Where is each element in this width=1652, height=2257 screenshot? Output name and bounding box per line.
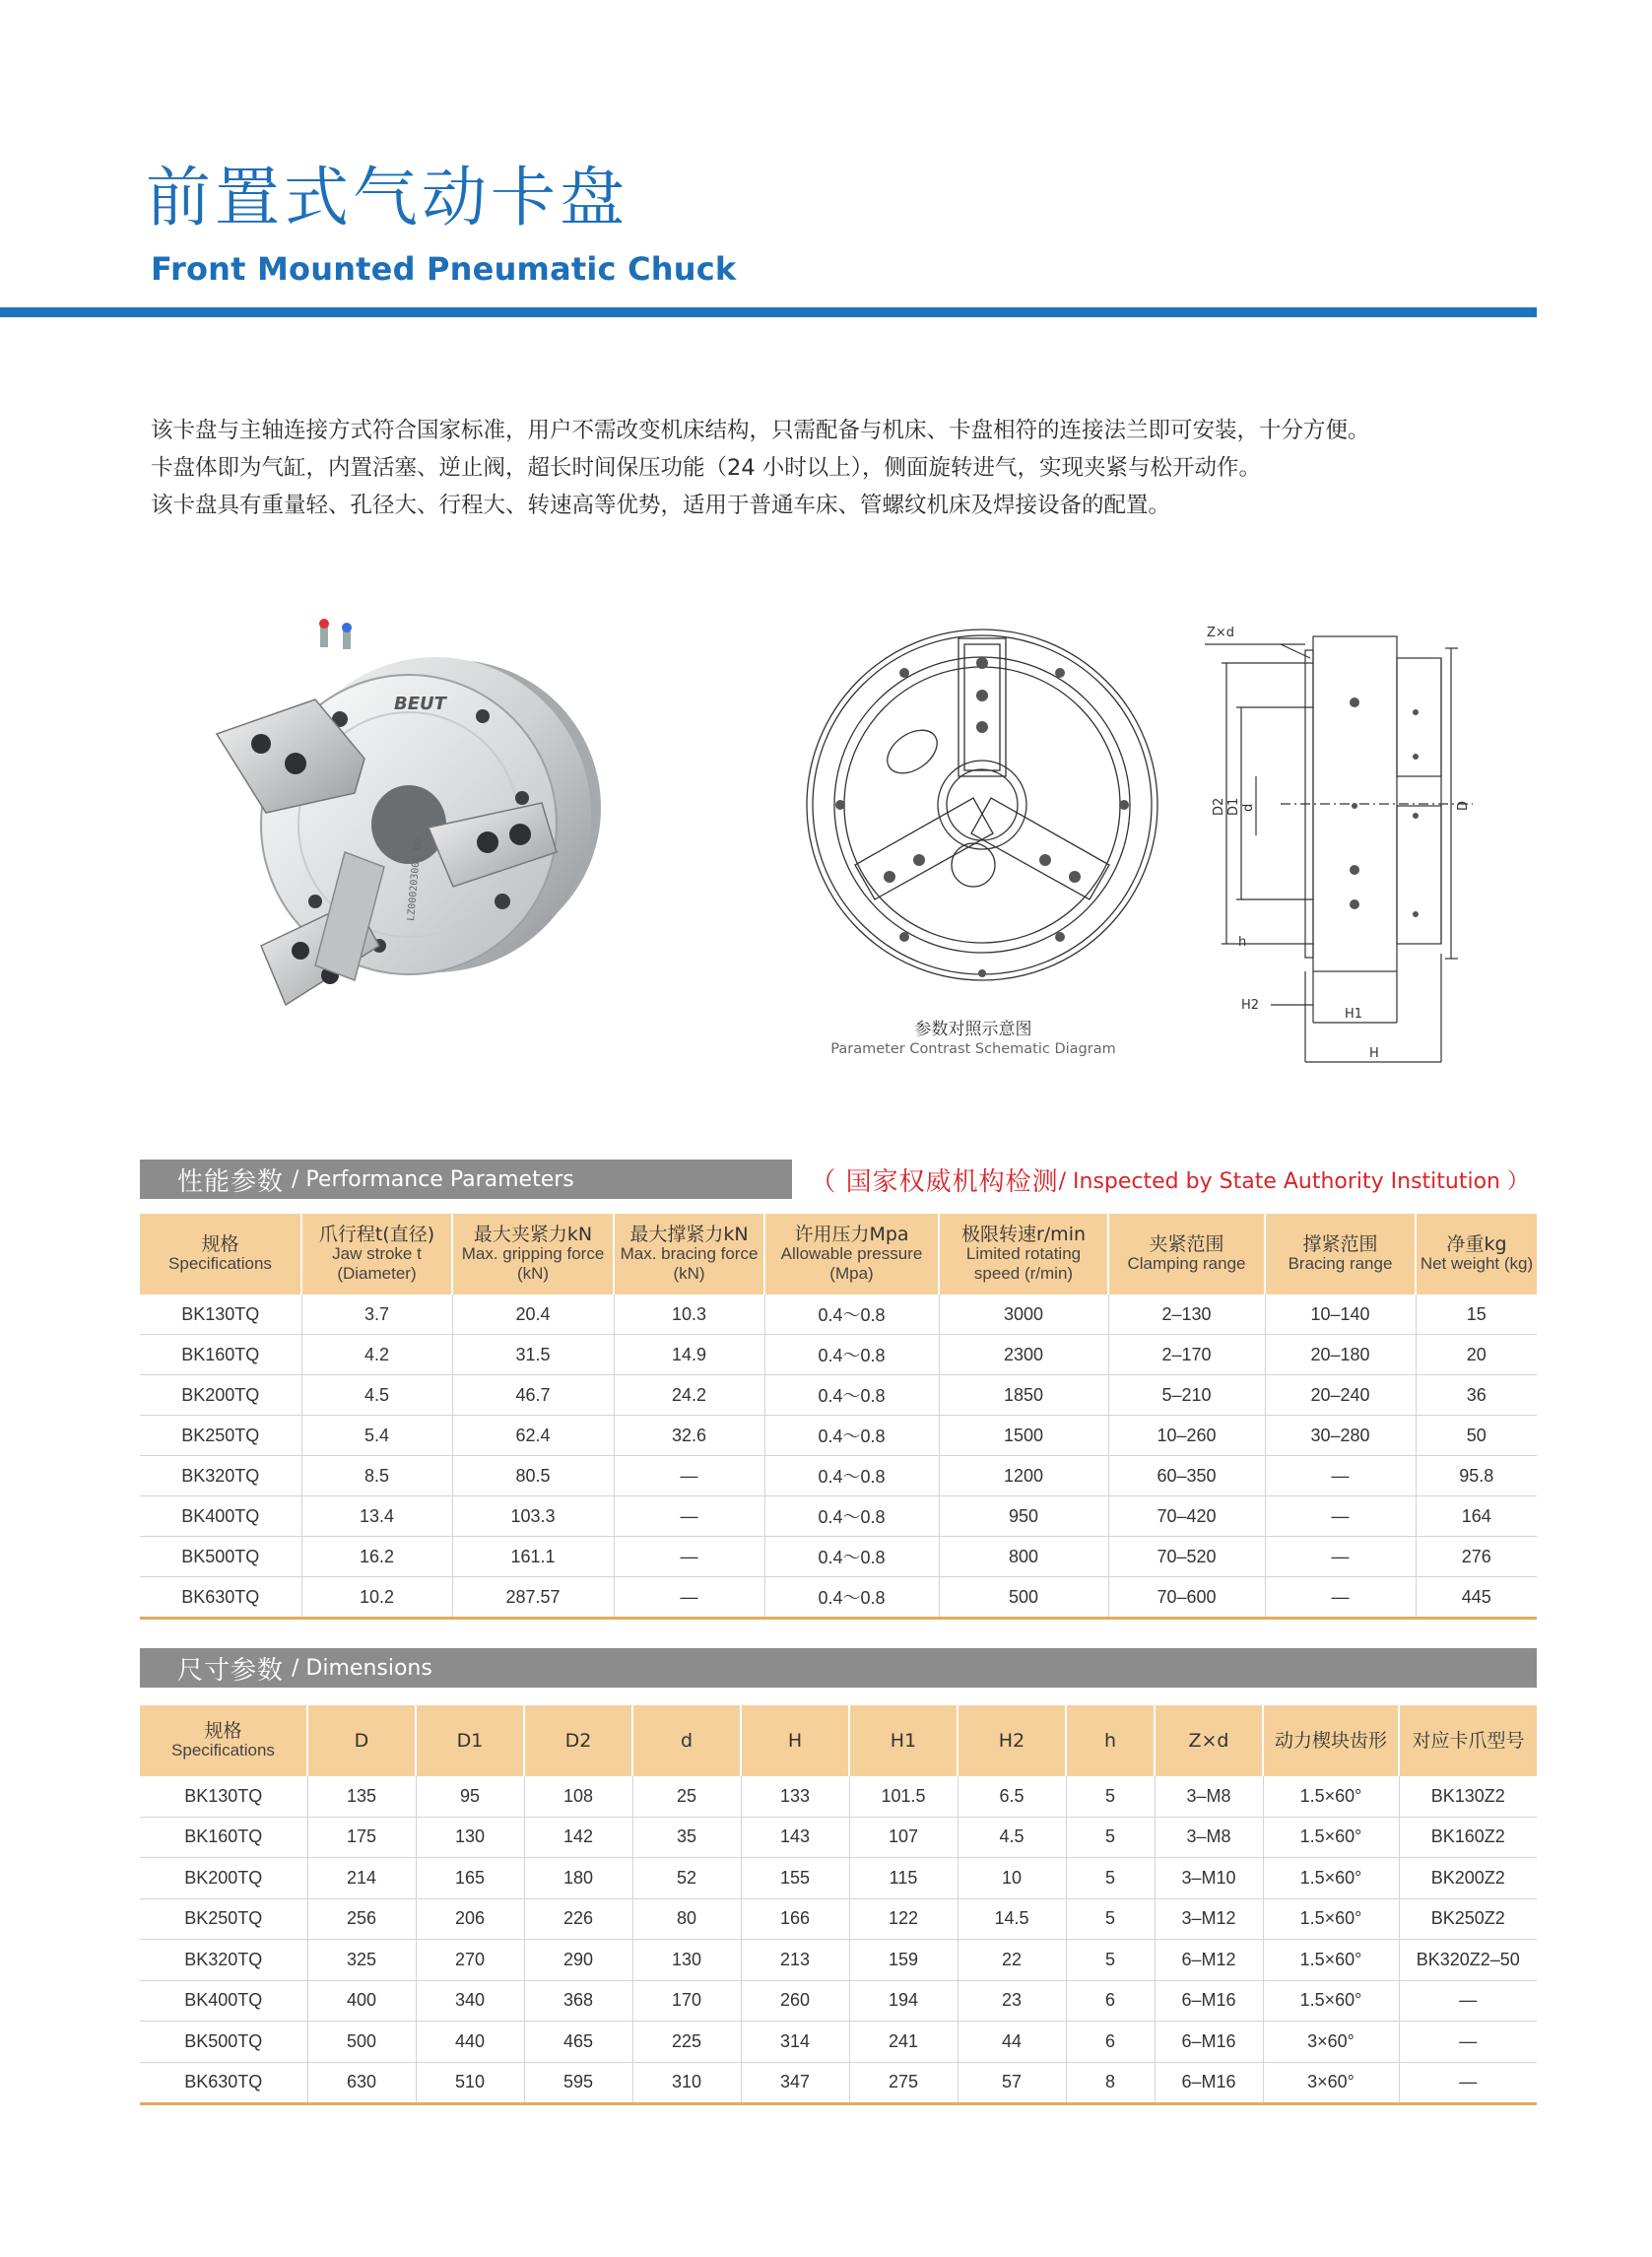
table-cell: 276: [1416, 1537, 1537, 1577]
table-cell: 0.4～0.8: [764, 1416, 939, 1456]
intro-text: [151, 412, 1569, 524]
table-cell: 57: [958, 2062, 1066, 2104]
table-cell: 595: [524, 2062, 632, 2104]
table-cell: 4.5: [301, 1375, 452, 1416]
table-cell: 270: [416, 1940, 524, 1981]
column-header-en: Jaw stroke t (Diameter): [332, 1244, 422, 1283]
table-cell: 3×60°: [1263, 2022, 1399, 2063]
column-header-cn: 规格: [201, 1233, 239, 1255]
table-cell: —: [614, 1537, 764, 1577]
dimensions-column-header: D2: [524, 1705, 632, 1776]
table-row: [140, 1817, 1537, 1858]
table-cell: 130: [416, 1817, 524, 1858]
table-row: [140, 1335, 1537, 1375]
table-cell: 62.4: [452, 1416, 614, 1456]
performance-body: [140, 1294, 1537, 1619]
table-cell: 3000: [939, 1294, 1108, 1335]
table-cell: 2–130: [1108, 1294, 1265, 1335]
table-row: [140, 1416, 1537, 1456]
table-cell: —: [1399, 1980, 1537, 2022]
table-cell: 130: [632, 1940, 741, 1981]
table-cell: 6: [1066, 1980, 1155, 2022]
intro-paragraph: 该卡盘具有重量轻、孔径大、行程大、转速高等优势，适用于普通车床、管螺纹机床及焊接设备的配置。: [151, 493, 1171, 518]
table-cell: 115: [849, 1858, 958, 1899]
table-cell: 36: [1416, 1375, 1537, 1416]
inspection-note-cn: （ 国家权威机构检测: [810, 1166, 1059, 1197]
table-cell: 2300: [939, 1335, 1108, 1375]
column-header-en: Net weight (kg): [1420, 1254, 1534, 1273]
table-cell: 95: [416, 1776, 524, 1817]
performance-column-header: [1108, 1214, 1265, 1294]
table-cell: BK160Z2: [1399, 1817, 1537, 1858]
table-cell: 143: [741, 1817, 849, 1858]
column-header-en: Max. bracing force (kN): [620, 1244, 759, 1283]
table-cell: 46.7: [452, 1375, 614, 1416]
table-row: [140, 1776, 1537, 1817]
model-cell: BK160TQ: [140, 1335, 301, 1375]
table-cell: 950: [939, 1496, 1108, 1537]
table-row: [140, 1456, 1537, 1496]
table-cell: 15: [1416, 1294, 1537, 1335]
table-cell: 24.2: [614, 1375, 764, 1416]
table-cell: 445: [1416, 1577, 1537, 1619]
table-cell: 275: [849, 2062, 958, 2104]
table-cell: —: [614, 1456, 764, 1496]
label-h1: H1: [1345, 1007, 1363, 1022]
table-cell: 10.2: [301, 1577, 452, 1619]
table-cell: 5: [1066, 1817, 1155, 1858]
table-cell: BK200Z2: [1399, 1858, 1537, 1899]
table-cell: 0.4～0.8: [764, 1496, 939, 1537]
table-cell: 1.5×60°: [1263, 1898, 1399, 1940]
side-view-diagram: [1187, 619, 1483, 1072]
column-header-cn: 净重kg: [1446, 1233, 1507, 1255]
table-cell: —: [614, 1577, 764, 1619]
model-cell: BK630TQ: [140, 2062, 307, 2104]
column-header-cn: 极限转速r/min: [960, 1224, 1087, 1245]
dimensions-column-header: h: [1066, 1705, 1155, 1776]
table-cell: 290: [524, 1940, 632, 1981]
table-cell: 241: [849, 2022, 958, 2063]
dimensions-column-header: 对应卡爪型号: [1399, 1705, 1537, 1776]
dimensions-column-header: D: [307, 1705, 416, 1776]
model-cell: BK500TQ: [140, 1537, 301, 1577]
inspection-note: [810, 1160, 1529, 1199]
table-row: [140, 1940, 1537, 1981]
table-cell: 465: [524, 2022, 632, 2063]
table-cell: 5: [1066, 1940, 1155, 1981]
column-header-en: Allowable pressure (Mpa): [780, 1244, 923, 1283]
table-cell: 260: [741, 1980, 849, 2022]
model-cell: BK630TQ: [140, 1577, 301, 1619]
performance-title-en: / Performance Parameters: [292, 1166, 574, 1192]
table-cell: 214: [307, 1858, 416, 1899]
table-cell: 1.5×60°: [1263, 1858, 1399, 1899]
table-cell: 70–420: [1108, 1496, 1265, 1537]
column-header-en: Clamping range: [1127, 1254, 1246, 1273]
table-cell: 340: [416, 1980, 524, 2022]
performance-column-header: [614, 1214, 764, 1294]
dimensions-column-header: H2: [958, 1705, 1066, 1776]
table-cell: 225: [632, 2022, 741, 2063]
model-cell: BK400TQ: [140, 1496, 301, 1537]
table-cell: BK250Z2: [1399, 1898, 1537, 1940]
performance-title-cn: 性能参数: [177, 1166, 285, 1197]
dimensions-title-en: / Dimensions: [292, 1655, 432, 1681]
table-cell: 0.4～0.8: [764, 1294, 939, 1335]
table-cell: 6–M16: [1155, 2062, 1263, 2104]
table-cell: 5: [1066, 1898, 1155, 1940]
table-cell: 23: [958, 1980, 1066, 2022]
column-header-en: Bracing range: [1288, 1254, 1393, 1273]
table-cell: —: [1399, 2062, 1537, 2104]
table-cell: 80.5: [452, 1456, 614, 1496]
table-cell: 206: [416, 1898, 524, 1940]
diagram-caption: [826, 1015, 1121, 1057]
table-cell: 20–180: [1265, 1335, 1416, 1375]
column-header-cn: 许用压力Mpa: [794, 1224, 909, 1245]
table-cell: 1200: [939, 1456, 1108, 1496]
table-cell: 1.5×60°: [1263, 1940, 1399, 1981]
column-header-cn: 撑紧范围: [1302, 1233, 1378, 1255]
table-cell: 16.2: [301, 1537, 452, 1577]
dimensions-column-header: 动力楔块齿形: [1263, 1705, 1399, 1776]
table-cell: 287.57: [452, 1577, 614, 1619]
table-cell: 6–M12: [1155, 1940, 1263, 1981]
dimensions-title-bar: [140, 1648, 1537, 1688]
table-cell: 10–140: [1265, 1294, 1416, 1335]
table-cell: 6: [1066, 2022, 1155, 2063]
table-cell: 25: [632, 1776, 741, 1817]
dimensions-column-header: [140, 1705, 307, 1776]
table-cell: 3–M8: [1155, 1776, 1263, 1817]
dimensions-column-header: H1: [849, 1705, 958, 1776]
table-cell: —: [1265, 1537, 1416, 1577]
dimensions-column-header: Z×d: [1155, 1705, 1263, 1776]
performance-header-row: [140, 1214, 1537, 1294]
table-cell: 213: [741, 1940, 849, 1981]
performance-column-header: [939, 1214, 1108, 1294]
model-cell: BK320TQ: [140, 1940, 307, 1981]
table-cell: 1.5×60°: [1263, 1980, 1399, 2022]
table-cell: 70–520: [1108, 1537, 1265, 1577]
label-d2: D2: [1212, 797, 1226, 816]
table-cell: 1500: [939, 1416, 1108, 1456]
table-cell: 10: [958, 1858, 1066, 1899]
dimensions-column-header: H: [741, 1705, 849, 1776]
dimensions-column-header: D1: [416, 1705, 524, 1776]
table-cell: 368: [524, 1980, 632, 2022]
product-photo: [207, 606, 621, 1020]
performance-section-header: [140, 1160, 1537, 1199]
table-cell: 500: [939, 1577, 1108, 1619]
table-cell: 314: [741, 2022, 849, 2063]
performance-column-header: [452, 1214, 614, 1294]
table-cell: 60–350: [1108, 1456, 1265, 1496]
table-cell: BK320Z2–50: [1399, 1940, 1537, 1981]
table-cell: 310: [632, 2062, 741, 2104]
table-cell: 20.4: [452, 1294, 614, 1335]
table-row: [140, 1577, 1537, 1619]
table-cell: 103.3: [452, 1496, 614, 1537]
table-cell: 510: [416, 2062, 524, 2104]
table-cell: 135: [307, 1776, 416, 1817]
table-cell: 10–260: [1108, 1416, 1265, 1456]
dimensions-header-row: [140, 1705, 1537, 1776]
dimensions-table: [140, 1705, 1537, 2105]
table-row: [140, 1496, 1537, 1537]
table-cell: 325: [307, 1940, 416, 1981]
table-cell: 5.4: [301, 1416, 452, 1456]
table-cell: 10.3: [614, 1294, 764, 1335]
table-cell: 122: [849, 1898, 958, 1940]
column-header-cn: 最大夹紧力kN: [473, 1224, 593, 1245]
table-cell: 155: [741, 1858, 849, 1899]
label-h2: H2: [1241, 998, 1260, 1013]
table-cell: 170: [632, 1980, 741, 2022]
table-cell: 0.4～0.8: [764, 1577, 939, 1619]
table-cell: 3–M8: [1155, 1817, 1263, 1858]
dimensions-section-header: [140, 1648, 1537, 1688]
table-cell: 0.4～0.8: [764, 1537, 939, 1577]
column-header-en: Specifications: [168, 1254, 272, 1273]
table-row: [140, 1858, 1537, 1899]
column-header-en: Max. gripping force (kN): [461, 1244, 605, 1283]
table-cell: 50: [1416, 1416, 1537, 1456]
table-cell: 180: [524, 1858, 632, 1899]
model-cell: BK250TQ: [140, 1416, 301, 1456]
page-title-cn: 前置式气动卡盘: [146, 160, 628, 235]
column-header-cn: 规格: [204, 1720, 242, 1742]
front-view-diagram: [796, 619, 1168, 991]
table-cell: 20–240: [1265, 1375, 1416, 1416]
table-cell: 175: [307, 1817, 416, 1858]
table-cell: 22: [958, 1940, 1066, 1981]
table-row: [140, 1294, 1537, 1335]
table-cell: 108: [524, 1776, 632, 1817]
table-cell: 14.9: [614, 1335, 764, 1375]
performance-title-bar: [140, 1160, 792, 1199]
title-divider: [0, 307, 1537, 317]
table-cell: 161.1: [452, 1537, 614, 1577]
model-cell: BK250TQ: [140, 1898, 307, 1940]
label-d1: D1: [1226, 797, 1241, 816]
table-cell: —: [614, 1496, 764, 1537]
table-cell: 3.7: [301, 1294, 452, 1335]
table-cell: 20: [1416, 1335, 1537, 1375]
table-cell: 107: [849, 1817, 958, 1858]
performance-column-header: [1416, 1214, 1537, 1294]
intro-paragraph: 该卡盘与主轴连接方式符合国家标准，用户不需改变机床结构，只需配备与机床、卡盘相符的连接法兰即可安装，十分方便。: [151, 418, 1370, 443]
label-h: h: [1238, 935, 1247, 950]
table-cell: 31.5: [452, 1335, 614, 1375]
table-cell: 101.5: [849, 1776, 958, 1817]
model-cell: BK130TQ: [140, 1776, 307, 1817]
table-cell: 1.5×60°: [1263, 1776, 1399, 1817]
table-cell: 1.5×60°: [1263, 1817, 1399, 1858]
table-cell: 13.4: [301, 1496, 452, 1537]
intro-paragraph: 卡盘体即为气缸，内置活塞、逆止阀，超长时间保压功能（24 小时以上），侧面旋转进气，实现夹紧与松开动作。: [151, 455, 1262, 481]
column-header-cn: 爪行程t(直径): [318, 1224, 435, 1245]
table-row: [140, 1537, 1537, 1577]
table-cell: 165: [416, 1858, 524, 1899]
model-cell: BK320TQ: [140, 1456, 301, 1496]
table-cell: 6–M16: [1155, 2022, 1263, 2063]
brand-mark: BEUT: [394, 694, 446, 714]
table-cell: 400: [307, 1980, 416, 2022]
model-cell: BK160TQ: [140, 1817, 307, 1858]
table-cell: 2–170: [1108, 1335, 1265, 1375]
table-row: [140, 1375, 1537, 1416]
table-cell: 194: [849, 1980, 958, 2022]
model-cell: BK500TQ: [140, 2022, 307, 2063]
table-cell: 5: [1066, 1858, 1155, 1899]
model-cell: BK200TQ: [140, 1375, 301, 1416]
performance-table: [140, 1214, 1537, 1620]
table-cell: 1850: [939, 1375, 1108, 1416]
label-d: d: [1241, 803, 1256, 812]
table-row: [140, 2022, 1537, 2063]
table-cell: 800: [939, 1537, 1108, 1577]
table-cell: 95.8: [1416, 1456, 1537, 1496]
table-cell: —: [1399, 2022, 1537, 2063]
table-cell: 44: [958, 2022, 1066, 2063]
table-cell: 5–210: [1108, 1375, 1265, 1416]
performance-column-header: [1265, 1214, 1416, 1294]
table-cell: 6.5: [958, 1776, 1066, 1817]
table-cell: 166: [741, 1898, 849, 1940]
model-cell: BK400TQ: [140, 1980, 307, 2022]
table-cell: 4.5: [958, 1817, 1066, 1858]
table-row: [140, 1898, 1537, 1940]
table-cell: 0.4～0.8: [764, 1335, 939, 1375]
table-cell: 32.6: [614, 1416, 764, 1456]
column-header-en: Specifications: [171, 1741, 275, 1759]
table-cell: —: [1265, 1577, 1416, 1619]
table-cell: 0.4～0.8: [764, 1375, 939, 1416]
table-cell: —: [1265, 1456, 1416, 1496]
dimensions-body: [140, 1776, 1537, 2104]
table-cell: BK130Z2: [1399, 1776, 1537, 1817]
dimensions-title-cn: 尺寸参数: [177, 1655, 285, 1686]
serial-engraving: LZ00020300Z NO: [406, 837, 425, 922]
page-title-en: Front Mounted Pneumatic Chuck: [151, 250, 737, 288]
table-cell: 3×60°: [1263, 2062, 1399, 2104]
performance-column-header: [140, 1214, 301, 1294]
column-header-en: Limited rotating speed (r/min): [965, 1244, 1082, 1283]
table-cell: 256: [307, 1898, 416, 1940]
model-cell: BK130TQ: [140, 1294, 301, 1335]
model-cell: BK200TQ: [140, 1858, 307, 1899]
table-cell: 80: [632, 1898, 741, 1940]
table-cell: 70–600: [1108, 1577, 1265, 1619]
table-cell: 630: [307, 2062, 416, 2104]
performance-column-header: [764, 1214, 939, 1294]
table-cell: —: [1265, 1496, 1416, 1537]
diagram-caption-en: Parameter Contrast Schematic Diagram: [830, 1041, 1116, 1057]
table-cell: 14.5: [958, 1898, 1066, 1940]
table-cell: 30–280: [1265, 1416, 1416, 1456]
label-zxd: Z×d: [1207, 626, 1235, 640]
table-cell: 3–M12: [1155, 1898, 1263, 1940]
table-cell: 35: [632, 1817, 741, 1858]
table-cell: 8.5: [301, 1456, 452, 1496]
table-row: [140, 2062, 1537, 2104]
performance-column-header: [301, 1214, 452, 1294]
table-cell: 4.2: [301, 1335, 452, 1375]
table-cell: 52: [632, 1858, 741, 1899]
table-cell: 347: [741, 2062, 849, 2104]
table-cell: 6–M16: [1155, 1980, 1263, 2022]
inspection-note-en: / Inspected by State Authority Institution ）: [1058, 1168, 1529, 1194]
table-cell: 142: [524, 1817, 632, 1858]
table-cell: 8: [1066, 2062, 1155, 2104]
table-cell: 133: [741, 1776, 849, 1817]
table-cell: 5: [1066, 1776, 1155, 1817]
table-cell: 3–M10: [1155, 1858, 1263, 1899]
dimensions-column-header: d: [632, 1705, 741, 1776]
label-D: D: [1456, 800, 1471, 811]
table-cell: 500: [307, 2022, 416, 2063]
column-header-cn: 最大撑紧力kN: [629, 1224, 749, 1245]
diagram-caption-cn: 参数对照示意图: [914, 1020, 1032, 1039]
table-cell: 440: [416, 2022, 524, 2063]
table-cell: 0.4～0.8: [764, 1456, 939, 1496]
label-H: H: [1369, 1046, 1379, 1061]
column-header-cn: 夹紧范围: [1149, 1233, 1224, 1255]
table-row: [140, 1980, 1537, 2022]
table-cell: 226: [524, 1898, 632, 1940]
table-cell: 164: [1416, 1496, 1537, 1537]
table-cell: 159: [849, 1940, 958, 1981]
